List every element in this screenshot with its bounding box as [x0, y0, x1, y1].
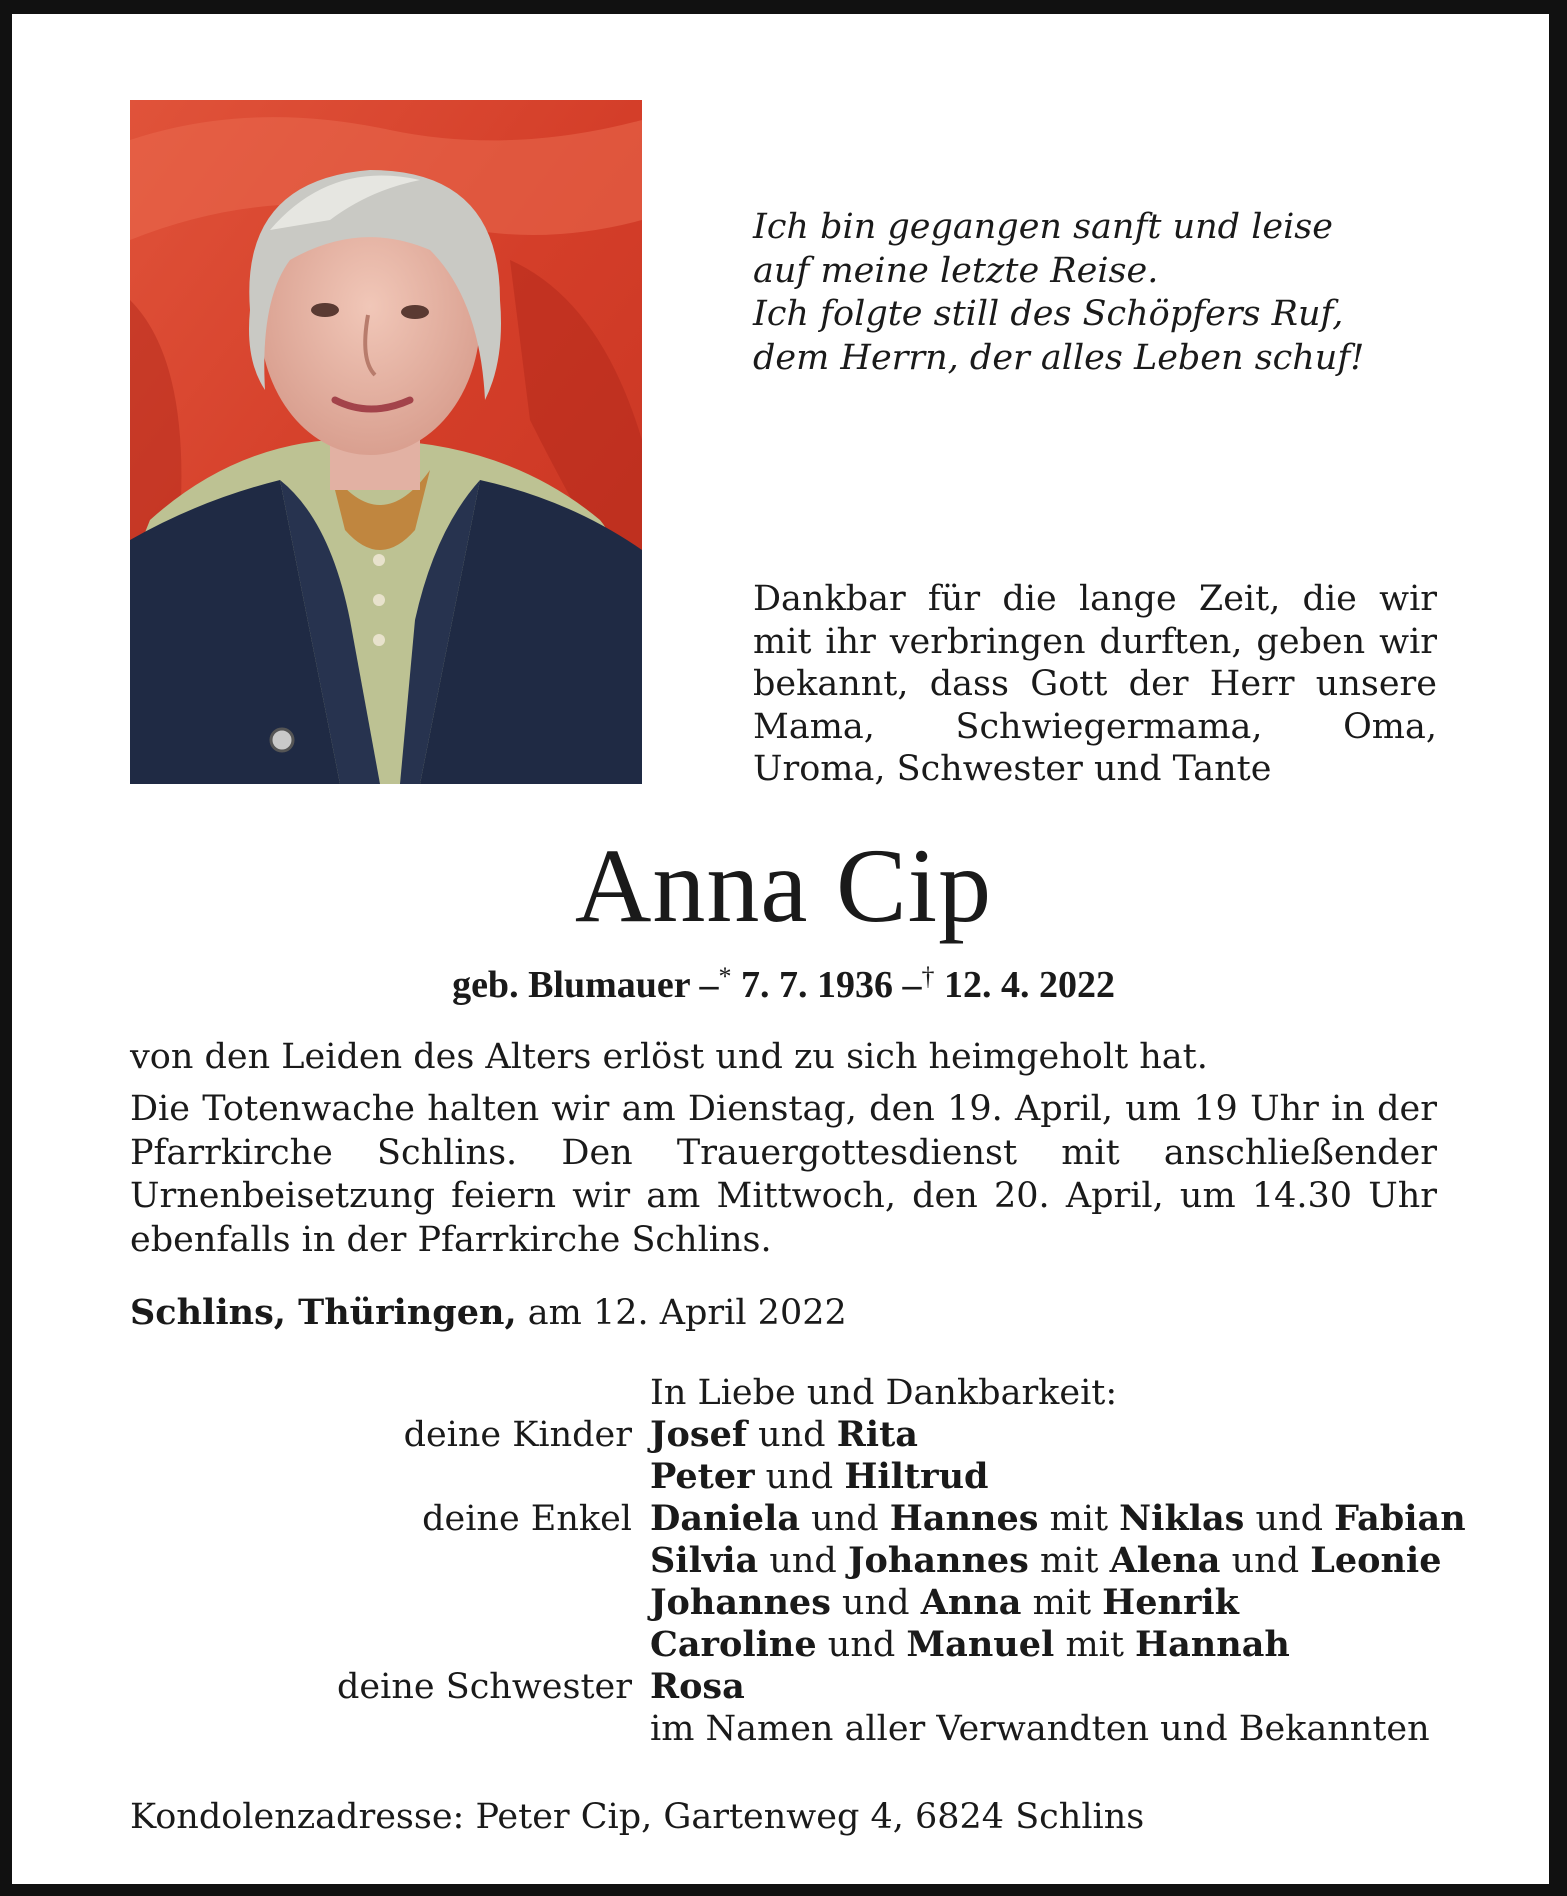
- name: Johannes: [847, 1540, 1029, 1581]
- signers: [0, 1372, 1567, 1750]
- signers-row: [0, 1582, 1567, 1624]
- conjunction: mit: [1040, 1541, 1099, 1581]
- name: Alena: [1109, 1540, 1221, 1581]
- name: Hiltrud: [844, 1456, 989, 1497]
- poem-line: dem Herrn, der alles Leben schuf!: [753, 337, 1365, 378]
- signers-names: [650, 1414, 918, 1456]
- signers-names: [650, 1666, 745, 1708]
- name: Fabian: [1334, 1498, 1466, 1539]
- intro-text: Dankbar für die lange Zeit, die wir mit ihr verbringen durften, geben wir bekannt, dass Gott der Herr unsere Mama, Schwiegermama, Oma, Uroma, Schwester und Tante: [753, 579, 1437, 789]
- name: Silvia: [650, 1540, 759, 1581]
- separator: –: [699, 964, 719, 1006]
- poem-line: Ich bin gegangen sanft und leise: [753, 207, 1333, 247]
- condolence-address: Kondolenzadresse: Peter Cip, Gartenweg 4, 6824 Schlins: [130, 1797, 1145, 1837]
- place-date: [130, 1291, 847, 1336]
- separator: –: [902, 964, 922, 1006]
- signers-row: [0, 1708, 1567, 1750]
- announcement-date: am 12. April 2022: [527, 1293, 847, 1333]
- name: Hannah: [1135, 1624, 1290, 1665]
- body-line: von den Leiden des Alters erlöst und zu sich heimgeholt hat.: [130, 1037, 1208, 1077]
- place-name: Schlins, Thüringen,: [130, 1292, 517, 1333]
- signers-names: [650, 1582, 1239, 1624]
- death-cross-icon: †: [921, 962, 935, 991]
- poem: [753, 206, 1453, 380]
- conjunction: und: [811, 1499, 879, 1539]
- funeral-details: Die Totenwache halten wir am Dienstag, den 19. April, um 19 Uhr in der Pfarrkirche Schlins. Den Trauergottesdienst mit anschließender Urnenbeisetzung feiern wir am Mittwoch, den 20. April, um 14.30 Uhr ebenfalls in der Pfarrkirche Schlins.: [130, 1089, 1437, 1260]
- name: Hannes: [889, 1498, 1039, 1539]
- death-date: 12. 4. 2022: [943, 964, 1115, 1006]
- conjunction: mit: [1032, 1583, 1092, 1623]
- conjunction: und: [827, 1625, 896, 1665]
- signers-row: [0, 1372, 1567, 1414]
- signers-row: [0, 1666, 1567, 1708]
- conjunction: und: [1231, 1541, 1300, 1581]
- conjunction: und: [1255, 1499, 1324, 1539]
- signers-label: deine Kinder: [403, 1415, 632, 1455]
- poem-line: Ich folgte still des Schöpfers Ruf,: [753, 294, 1344, 334]
- signers-row: [0, 1624, 1567, 1666]
- conjunction: und: [765, 1457, 834, 1497]
- name: Rita: [836, 1414, 918, 1455]
- conjunction: und: [758, 1415, 826, 1455]
- name: Caroline: [650, 1624, 817, 1665]
- signers-names: [650, 1624, 1290, 1666]
- name: Leonie: [1310, 1540, 1442, 1581]
- born-name: geb. Blumauer: [452, 964, 690, 1006]
- name: Niklas: [1119, 1498, 1245, 1539]
- conjunction: und: [769, 1541, 837, 1581]
- signers-names: [650, 1456, 989, 1498]
- signers-heading: In Liebe und Dankbarkeit:: [650, 1373, 1118, 1413]
- name: Daniela: [650, 1498, 801, 1539]
- signers-names: [650, 1540, 1441, 1582]
- signers-label: deine Schwester: [337, 1667, 632, 1707]
- signers-row: [0, 1414, 1567, 1456]
- conjunction: und: [842, 1583, 910, 1623]
- signers-closing: im Namen aller Verwandten und Bekannten: [650, 1709, 1430, 1749]
- name: Josef: [650, 1414, 747, 1455]
- life-dates: [0, 954, 1567, 1008]
- name: Rosa: [650, 1666, 745, 1707]
- name: Anna: [920, 1582, 1022, 1623]
- signers-label: deine Enkel: [422, 1499, 632, 1539]
- conjunction: mit: [1065, 1625, 1124, 1665]
- name: Johannes: [650, 1582, 831, 1623]
- name: Manuel: [906, 1624, 1055, 1665]
- signers-row: [0, 1498, 1567, 1540]
- name: Henrik: [1102, 1582, 1239, 1623]
- signers-row: [0, 1456, 1567, 1498]
- deceased-name: Anna Cip: [574, 827, 993, 944]
- conjunction: mit: [1049, 1499, 1109, 1539]
- name: Peter: [650, 1456, 755, 1497]
- signers-row: [0, 1540, 1567, 1582]
- portrait-photo: [130, 100, 642, 784]
- signers-names: [650, 1498, 1466, 1540]
- birth-star-icon: *: [718, 962, 732, 991]
- birth-date: 7. 7. 1936: [740, 964, 893, 1006]
- poem-line: auf meine letzte Reise.: [753, 250, 1159, 291]
